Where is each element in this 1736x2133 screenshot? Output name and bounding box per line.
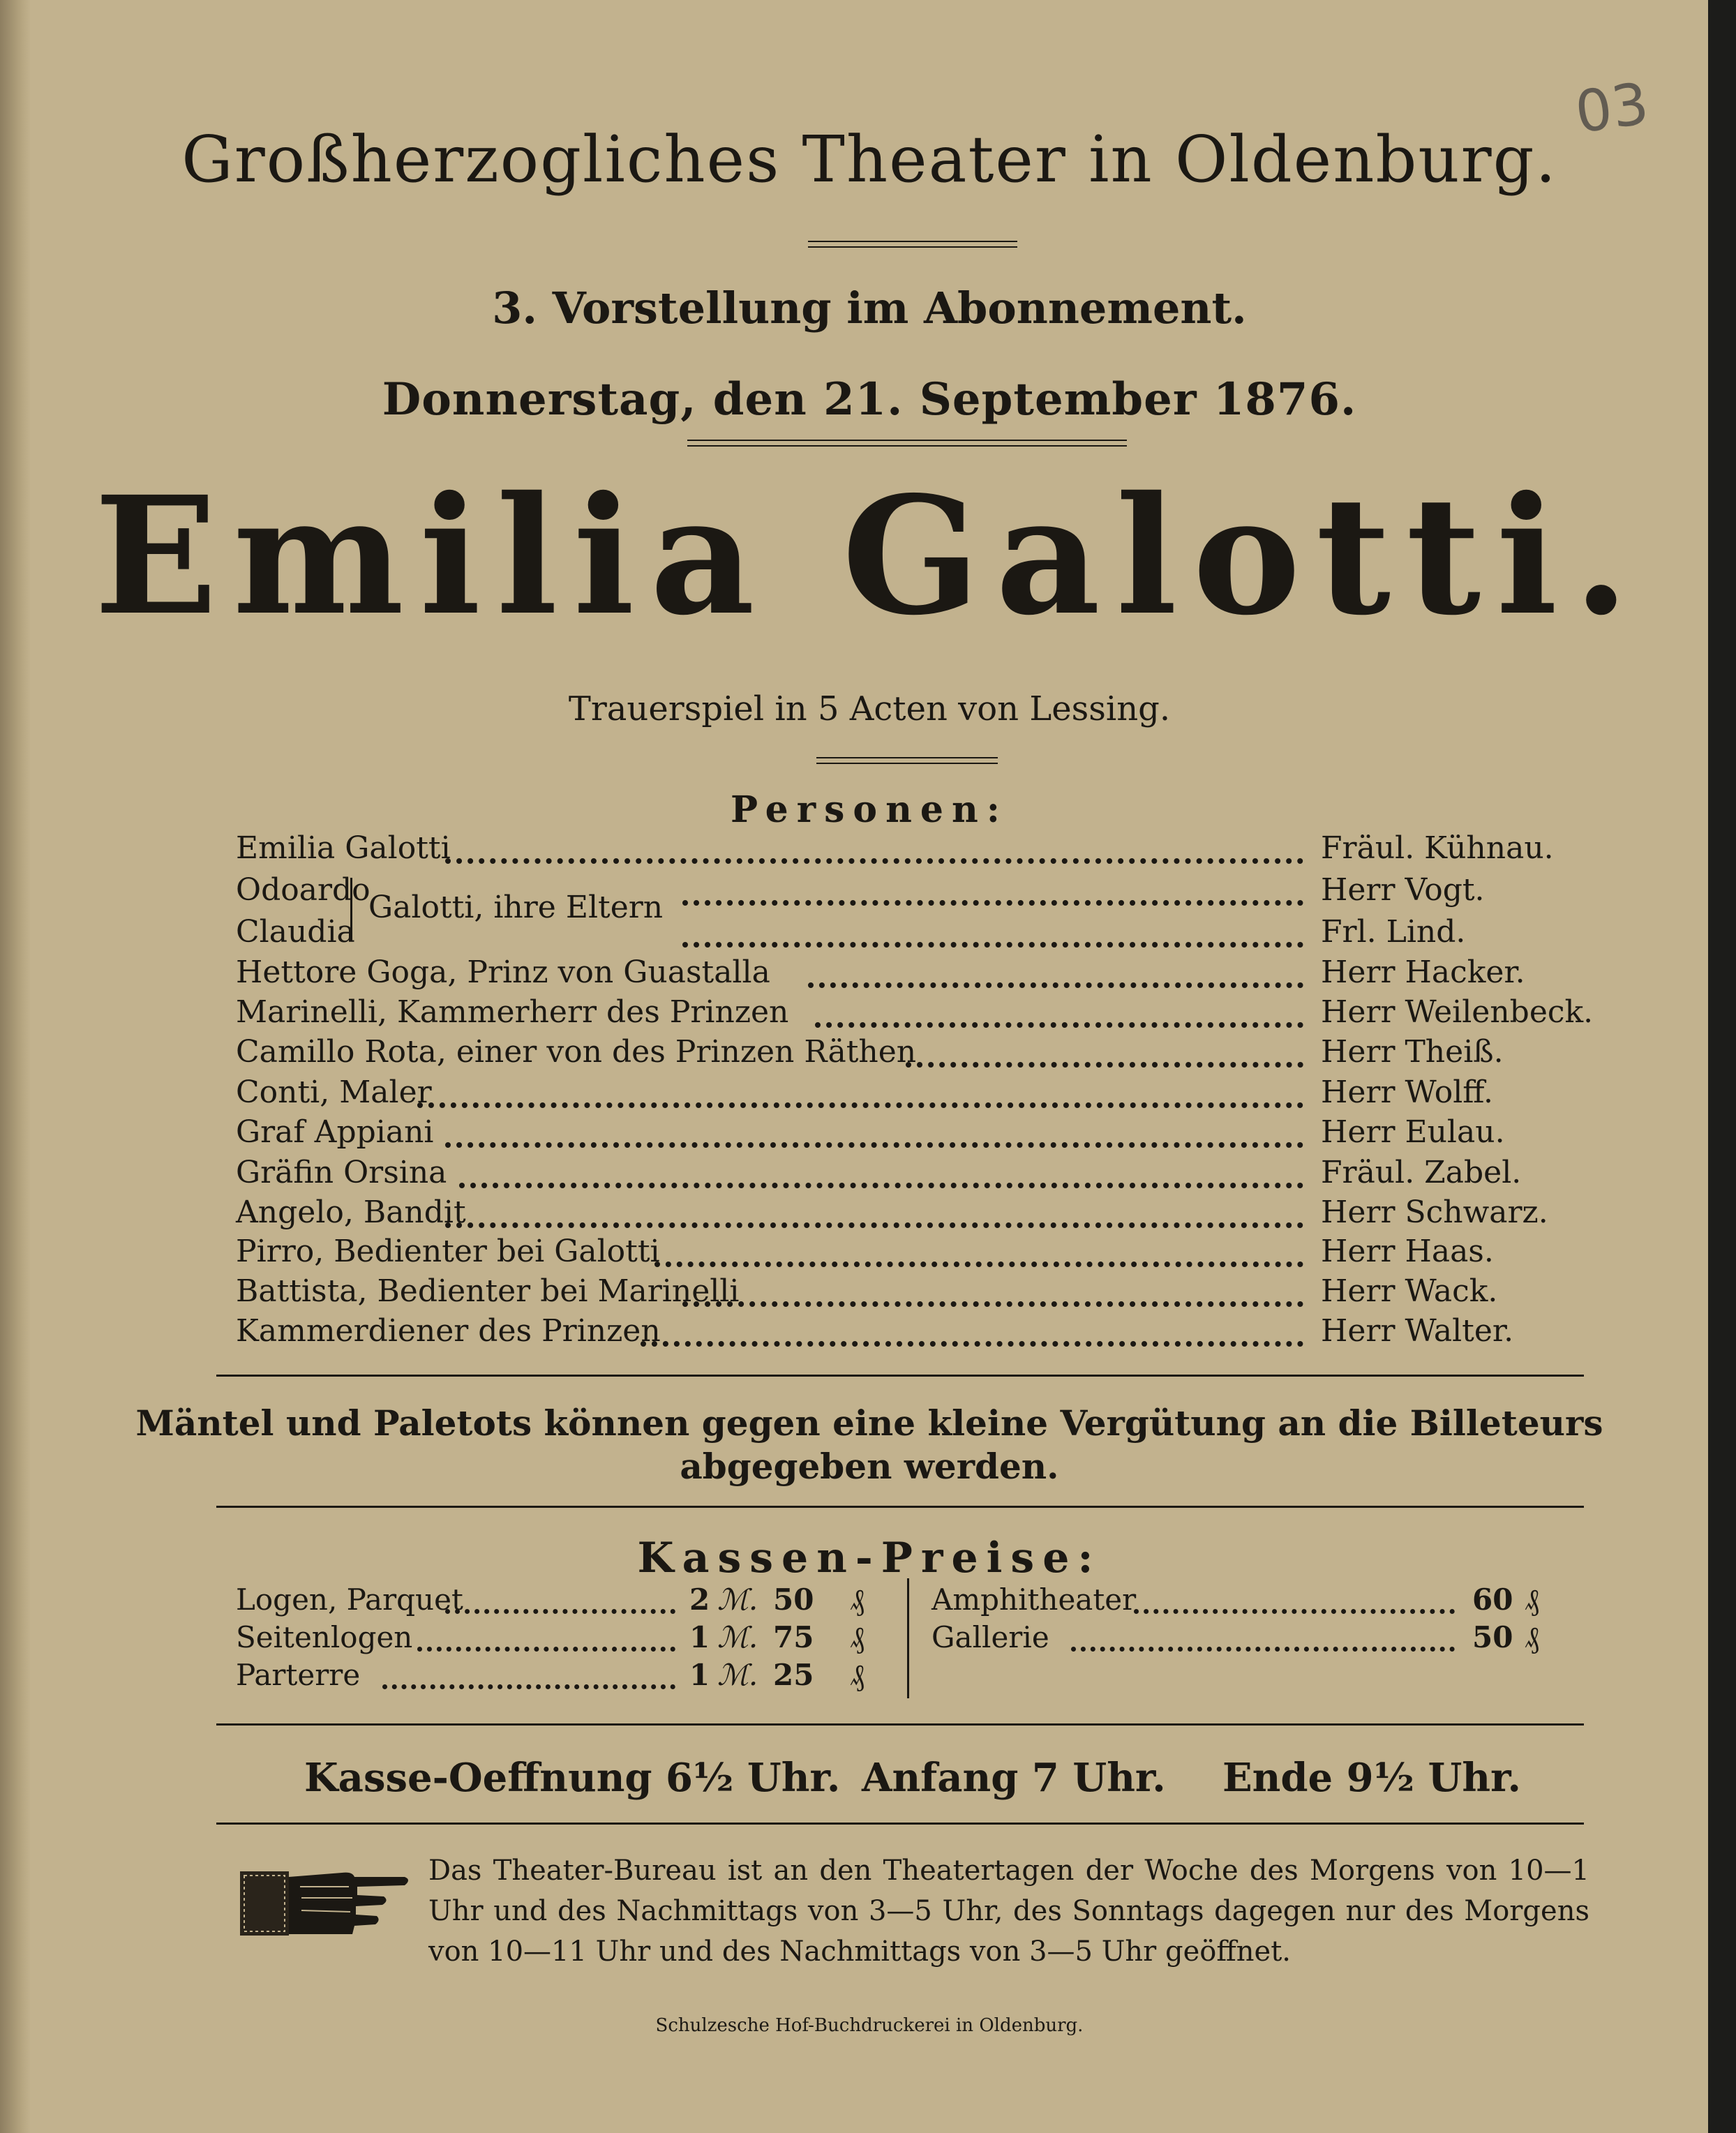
- leader-dots: [417, 1079, 1303, 1108]
- price-cents: 50: [1472, 1620, 1513, 1654]
- cast-role: Claudia: [236, 914, 355, 950]
- leader-dots: [445, 1199, 1303, 1228]
- start-time: Anfang 7 Uhr.: [862, 1755, 1166, 1801]
- leader-dots: [906, 1038, 1303, 1068]
- pfennig-symbol: ₰: [1525, 1620, 1539, 1654]
- cast-role: Graf Appiani: [236, 1114, 434, 1150]
- divider: [216, 1823, 1584, 1825]
- play-title: Emilia Galotti.: [93, 461, 1645, 651]
- cast-actor: Fräul. Kühnau.: [1321, 830, 1554, 866]
- leader-dots: [682, 918, 1303, 948]
- divider: [816, 757, 998, 764]
- printer-credit: Schulzesche Hof-Buchdruckerei in Oldenburg.: [655, 2015, 1084, 2036]
- price-cents: 75: [773, 1620, 814, 1654]
- divider: [216, 1723, 1584, 1726]
- leader-dots: [459, 1159, 1303, 1188]
- cast-actor: Herr Wack.: [1321, 1273, 1498, 1309]
- divider: [216, 1375, 1584, 1377]
- price-row: [236, 1658, 864, 1693]
- pfennig-symbol: ₰: [850, 1582, 865, 1617]
- leader-dots: [445, 1118, 1303, 1148]
- cast-role: Battista, Bedienter bei Marinelli: [236, 1273, 740, 1309]
- scan-edge: [1708, 0, 1736, 2133]
- cast-role: Emilia Galotti: [236, 830, 451, 866]
- price-cents: 50: [773, 1582, 814, 1617]
- price-row: [236, 1620, 864, 1655]
- price-unit: ℳ.: [717, 1582, 758, 1617]
- cast-row: [236, 1075, 1513, 1111]
- cast-actor: Herr Walter.: [1321, 1313, 1514, 1349]
- leader-dots: [808, 959, 1303, 988]
- price-row: [931, 1582, 1559, 1617]
- brace: [350, 878, 362, 941]
- cast-actor: Fräul. Zabel.: [1321, 1155, 1522, 1190]
- pfennig-symbol: ₰: [850, 1658, 865, 1692]
- cast-actor: Herr Schwarz.: [1321, 1195, 1548, 1230]
- cast-actor: Herr Theiß.: [1321, 1034, 1504, 1070]
- leader-dots: [417, 1624, 675, 1652]
- cast-row: [236, 1034, 1513, 1070]
- cast-actor: Herr Weilenbeck.: [1321, 994, 1594, 1030]
- price-label: Amphitheater: [931, 1582, 1137, 1617]
- cast-row: [236, 1114, 1513, 1151]
- play-genre: Trauerspiel in 5 Acten von Lessing.: [568, 689, 1171, 728]
- end-time: Ende 9½ Uhr.: [1222, 1755, 1521, 1801]
- cast-row: [236, 1155, 1522, 1191]
- cast-actor: Herr Eulau.: [1321, 1114, 1505, 1150]
- pfennig-symbol: ₰: [1525, 1582, 1539, 1617]
- leader-dots: [815, 998, 1303, 1028]
- cast-actor: Herr Vogt.: [1321, 872, 1485, 908]
- cast-role: Pirro, Bedienter bei Galotti: [236, 1234, 660, 1269]
- price-label: Seitenlogen: [236, 1620, 413, 1654]
- page-gutter: [0, 0, 31, 2133]
- price-row: [931, 1620, 1559, 1655]
- prices-heading: Kassen-Preise:: [637, 1534, 1102, 1582]
- cast-role: Kammerdiener des Prinzen: [236, 1313, 661, 1349]
- coat-notice-line1: Mäntel und Paletots können gegen eine kleine Vergütung an die Billeteurs: [135, 1402, 1603, 1444]
- cast-role: Marinelli, Kammerherr des Prinzen: [236, 994, 789, 1030]
- price-label: Parterre: [236, 1658, 361, 1692]
- leader-dots: [682, 1278, 1303, 1307]
- cast-role: Odoardo: [236, 872, 371, 908]
- coat-notice-line2: abgegeben werden.: [680, 1446, 1059, 1487]
- cast-role: Gräfin Orsina: [236, 1155, 447, 1190]
- theatre-name: Großherzogliches Theater in Oldenburg.: [181, 122, 1557, 197]
- leader-dots: [1134, 1587, 1455, 1614]
- cast-actor: Herr Hacker.: [1321, 955, 1525, 990]
- cast-role: Hettore Goga, Prinz von Guastalla: [236, 955, 770, 990]
- price-mark: 2: [689, 1582, 710, 1617]
- cast-role: Conti, Maler: [236, 1075, 432, 1110]
- divider: [216, 1506, 1584, 1508]
- performance-date: Donnerstag, den 21. September 1876.: [382, 373, 1357, 426]
- cast-row: [236, 994, 1594, 1031]
- cast-row: [236, 955, 1525, 991]
- leader-dots: [654, 1238, 1303, 1267]
- leader-dots: [641, 1317, 1303, 1347]
- cast-row: [236, 830, 1554, 867]
- cast-actor: Herr Wolff.: [1321, 1075, 1493, 1110]
- cast-row: [236, 1195, 1548, 1231]
- price-cents: 25: [773, 1658, 814, 1692]
- cast-row: [236, 1313, 1513, 1349]
- leader-dots: [1071, 1624, 1455, 1652]
- price-row: [236, 1582, 864, 1617]
- leader-dots: [445, 1587, 675, 1614]
- leader-dots: [382, 1662, 675, 1689]
- cast-row: [236, 1273, 1513, 1310]
- price-unit: ℳ.: [717, 1658, 758, 1692]
- bureau-hours-text: Das Theater-Bureau ist an den Theatertagen der Woche des Morgens von 10—1 Uhr und des Nachmittags von 3—5 Uhr, des Sonntags dagegen nur des Morgens von 10—11 Uhr und des Nachmittags von 3—5 Uhr geöffnet.: [428, 1855, 1589, 1968]
- parents-note: Galotti, ihre Eltern: [368, 890, 664, 925]
- pointing-hand-icon: [237, 1856, 412, 1947]
- cast-role: Camillo Rota, einer von des Prinzen Räthen: [236, 1034, 917, 1070]
- cast-actor: Frl. Lind.: [1321, 914, 1466, 950]
- divider: [808, 241, 1017, 248]
- cast-role: Angelo, Bandit: [236, 1195, 466, 1230]
- cast-actor: Herr Haas.: [1321, 1234, 1494, 1269]
- performance-number: 3. Vorstellung im Abonnement.: [492, 283, 1247, 334]
- personen-heading: Personen:: [730, 788, 1009, 831]
- price-mark: 1: [689, 1658, 710, 1692]
- kasse-opening-time: Kasse-Oeffnung 6½ Uhr.: [304, 1755, 841, 1801]
- leader-dots: [682, 876, 1303, 906]
- price-label: Gallerie: [931, 1620, 1049, 1654]
- divider: [687, 440, 1127, 447]
- price-label: Logen, Parquet: [236, 1582, 463, 1617]
- price-mark: 1: [689, 1620, 710, 1654]
- cast-row: [236, 1234, 1513, 1270]
- pencil-page-number: 03: [1571, 70, 1653, 147]
- pfennig-symbol: ₰: [850, 1620, 865, 1654]
- price-unit: ℳ.: [717, 1620, 758, 1654]
- price-cents: 60: [1472, 1582, 1513, 1617]
- column-divider: [907, 1578, 909, 1698]
- leader-dots: [445, 835, 1303, 864]
